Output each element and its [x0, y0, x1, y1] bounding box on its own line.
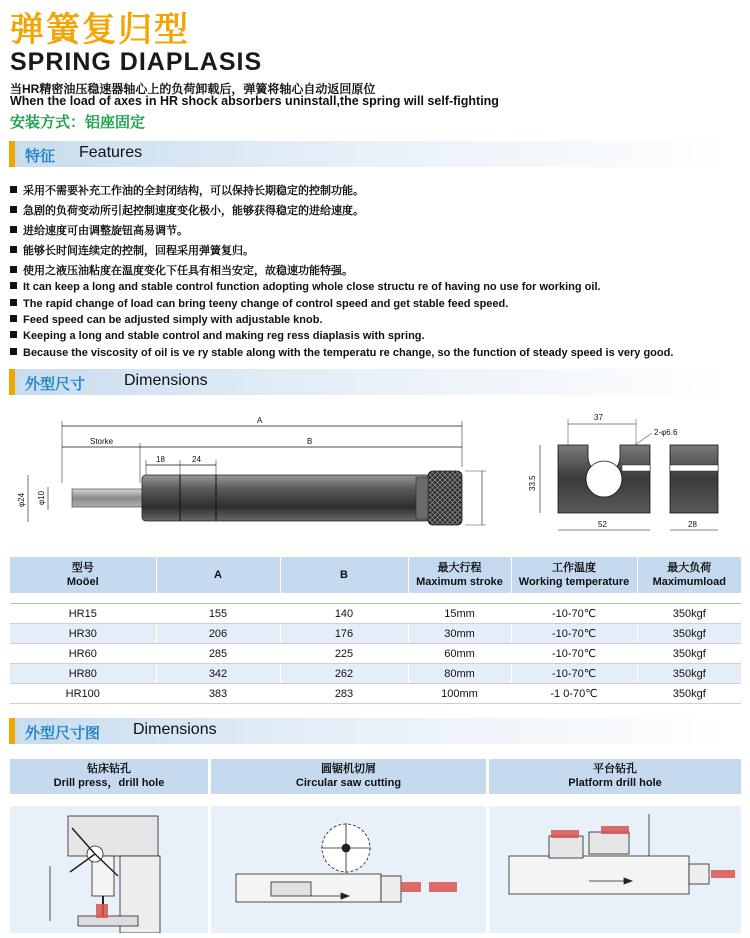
table-row: HR80 342 262 80mm -10-70℃ 350kgf	[10, 664, 741, 684]
applications-title-cn: 外型尺寸图	[25, 724, 101, 742]
bullet-icon	[10, 226, 17, 233]
bullet-icon	[10, 348, 17, 355]
feature-en-3: Feed speed can be adjusted simply with adjustable knob.	[10, 314, 323, 326]
feature-cn-1: 采用不需要补充工作油的全封闭结构，可以保持长期稳定的控制功能。	[10, 182, 364, 198]
dim-stroke-label: Storke	[90, 437, 114, 446]
feature-en-5: Because the viscosity of oil is ve ry stable along with the temperatu re change, so the function of steady speed is very good.	[10, 347, 673, 359]
shock-absorber-icon	[96, 904, 108, 918]
dim-52-label: 52	[598, 520, 607, 529]
shock-absorber-side-drawing	[10, 405, 500, 540]
dim-phi24-label: φ24	[17, 492, 26, 507]
bullet-icon	[10, 331, 17, 338]
table-row: HR30 206 176 30mm -10-70℃ 350kgf	[10, 624, 741, 644]
features-title-en: Features	[79, 144, 143, 161]
app-drill-press-header: 钻床钻孔 Drill press，drill hole	[10, 759, 208, 794]
shock-absorber-icon	[401, 882, 457, 892]
section-accent-bar	[9, 718, 15, 744]
header-model: 型号 Moöel	[10, 557, 156, 593]
table-row: HR100 383 283 100mm -1 0-70℃ 350kgf	[10, 684, 741, 704]
platform-drill-illustration	[489, 806, 741, 933]
dim-a-label: A	[257, 416, 263, 425]
bullet-icon	[10, 299, 17, 306]
mounting-block-drawing	[510, 405, 735, 540]
feature-cn-4: 能够长时间连续定的控制，回程采用弹簧复归。	[10, 242, 254, 258]
section-accent-bar	[9, 141, 15, 167]
spec-table	[10, 557, 741, 704]
feature-en-1: It can keep a long and stable control function adopting whole close structu re of having no use for working oil.	[10, 281, 601, 293]
drill-press-illustration	[10, 806, 208, 933]
header-max-stroke: 最大行程 Maximum stroke	[408, 557, 511, 593]
bullet-icon	[10, 282, 17, 289]
app-platform-drill-header: 平台钻孔 Platform drill hole	[489, 759, 741, 794]
feature-en-4: Keeping a long and stable control and making reg ress diaplasis with spring.	[10, 330, 425, 342]
dim-phi10-label: φ10	[37, 490, 46, 505]
dim-18-label: 18	[156, 455, 165, 464]
bullet-icon	[10, 266, 17, 273]
dimensions-section-header	[9, 369, 731, 395]
page-title-cn: 弹簧复归型	[10, 10, 190, 50]
table-header-row	[10, 557, 741, 593]
bullet-icon	[10, 315, 17, 322]
bullet-icon	[10, 206, 17, 213]
bullet-icon	[10, 246, 17, 253]
features-title-cn: 特征	[25, 147, 56, 165]
applications-title-en: Dimensions	[133, 721, 217, 738]
dim-b-label: B	[307, 437, 313, 446]
table-row: HR15 155 140 15mm -10-70℃ 350kgf	[10, 604, 741, 624]
dimensions-title-en: Dimensions	[124, 372, 208, 389]
features-section-header	[9, 141, 731, 167]
dim-24-label: 24	[192, 455, 201, 464]
feature-cn-2: 急剧的负荷变动所引起控制速度变化极小，能够获得稳定的进给速度。	[10, 202, 364, 218]
page-title-en: SPRING DIAPLASIS	[10, 48, 263, 76]
feature-cn-3: 进给速度可由调整旋钮高易调节。	[10, 222, 188, 238]
app-circular-saw-header: 圆锯机切屑 Circular saw cutting	[211, 759, 486, 794]
bullet-icon	[10, 186, 17, 193]
description-cn: 当HR精密油压稳速器轴心上的负荷卸载后，弹簧将轴心自动返回原位	[10, 82, 376, 96]
dim-holes-label: 2-φ6.6	[654, 428, 678, 437]
circular-saw-illustration	[211, 806, 486, 933]
dimensions-title-cn: 外型尺寸	[25, 375, 86, 393]
header-b: B	[280, 557, 408, 593]
dim-28-label: 28	[688, 520, 697, 529]
applications-section-header	[9, 718, 731, 744]
mounting-method: 安装方式：铝座固定	[10, 114, 146, 131]
feature-en-2: The rapid change of load can bring teeny change of control speed and get stable feed speed.	[10, 298, 508, 310]
dim-33-5-label: 33.5	[528, 475, 537, 491]
section-accent-bar	[9, 369, 15, 395]
header-working-temp: 工作温度 Working temperature	[511, 557, 637, 593]
description-en: When the load of axes in HR shock absorbers uninstall,the spring will self-fighting	[10, 94, 499, 108]
header-max-load: 最大负荷 Maximumload	[637, 557, 741, 593]
table-row: HR60 285 225 60mm -10-70℃ 350kgf	[10, 644, 741, 664]
dim-37-label: 37	[594, 413, 603, 422]
feature-cn-5: 使用之液压油粘度在温度变化下任具有相当安定，故稳速功能特强。	[10, 262, 353, 278]
header-a: A	[156, 557, 280, 593]
